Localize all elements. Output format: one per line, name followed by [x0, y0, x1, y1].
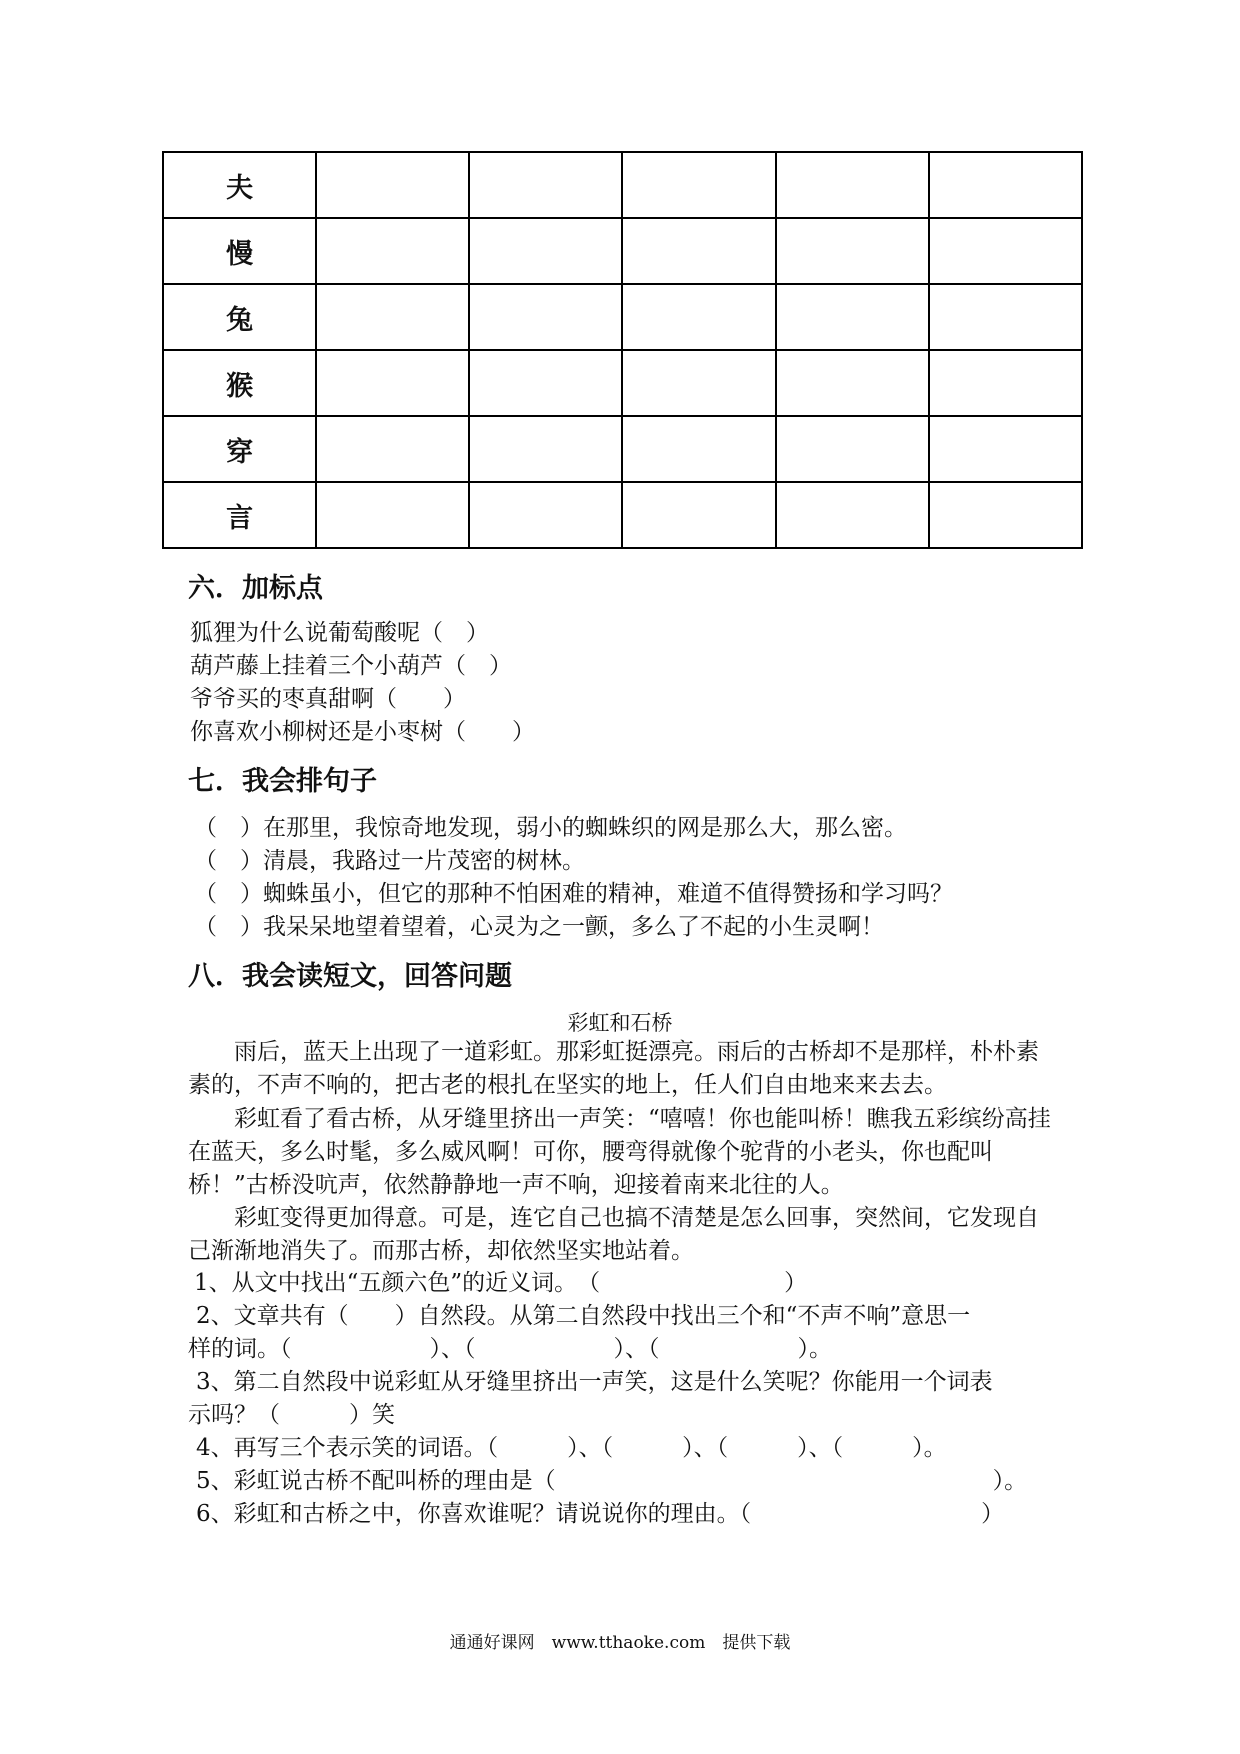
grid-row	[163, 218, 1082, 284]
grid-cell[interactable]	[622, 152, 775, 218]
grid-cell[interactable]	[776, 482, 929, 548]
grid-row	[163, 284, 1082, 350]
grid-cell[interactable]	[929, 218, 1082, 284]
punctuation-item: 狐狸为什么说葡萄酸呢（ ）	[190, 620, 489, 646]
grid-cell[interactable]	[622, 350, 775, 416]
passage-paragraph: 雨后，蓝天上出现了一道彩虹。那彩虹挺漂亮。雨后的古桥却不是那样，朴朴素素的，不声不响的，把古老的根扎在坚实的地上，任人们自由地来来去去。	[188, 1039, 1039, 1098]
grid-cell[interactable]	[469, 152, 622, 218]
grid-cell[interactable]	[469, 416, 622, 482]
grid-row	[163, 416, 1082, 482]
question-4: 4、再写三个表示笑的词语。（ ）、（ ）、（ ）、（ ）。	[196, 1435, 947, 1461]
sentence-order-item: （ ）在那里，我惊奇地发现，弱小的蜘蛛织的网是那么大，那么密。	[194, 815, 907, 841]
question-3-line-2: 示吗？（ ）笑	[188, 1402, 395, 1428]
passage-paragraph: 彩虹变得更加得意。可是，连它自己也搞不清楚是怎么回事，突然间，它发现自己渐渐地消失了。而那古桥，却依然坚实地站着。	[188, 1205, 1039, 1264]
grid-cell[interactable]	[469, 284, 622, 350]
grid-row	[163, 350, 1082, 416]
grid-cell[interactable]	[469, 218, 622, 284]
punctuation-item: 你喜欢小柳树还是小枣树（ ）	[190, 719, 535, 745]
grid-cell[interactable]	[316, 350, 469, 416]
footer-credit: 通通好课网 www.tthaoke.com 提供下载	[449, 1633, 791, 1653]
grid-cell[interactable]	[929, 416, 1082, 482]
grid-cell[interactable]	[929, 350, 1082, 416]
grid-character: 猴	[163, 350, 316, 416]
question-2-line-2: 样的词。（ ）、（ ）、（ ）。	[188, 1336, 832, 1362]
character-grid	[162, 151, 1083, 549]
grid-cell[interactable]	[316, 152, 469, 218]
grid-cell[interactable]	[622, 218, 775, 284]
grid-cell[interactable]	[316, 218, 469, 284]
grid-row	[163, 152, 1082, 218]
sentence-order-item: （ ）清晨，我路过一片茂密的树林。	[194, 848, 585, 874]
grid-character: 言	[163, 482, 316, 548]
question-2-line-1: 2、文章共有（ ）自然段。从第二自然段中找出三个和“不声不响”意思一	[196, 1303, 971, 1329]
question-5: 5、彩虹说古桥不配叫桥的理由是（ ）。	[196, 1468, 1028, 1494]
passage-title: 彩虹和石桥	[567, 1011, 673, 1035]
grid-cell[interactable]	[469, 350, 622, 416]
grid-row	[163, 482, 1082, 548]
grid-cell[interactable]	[776, 416, 929, 482]
grid-cell[interactable]	[622, 482, 775, 548]
question-1: 1、从文中找出“五颜六色”的近义词。 （ ）	[194, 1270, 808, 1296]
grid-cell[interactable]	[776, 152, 929, 218]
grid-cell[interactable]	[316, 482, 469, 548]
section-eight-heading: 八．我会读短文，回答问题	[188, 961, 512, 992]
grid-cell[interactable]	[776, 284, 929, 350]
grid-cell[interactable]	[316, 284, 469, 350]
grid-cell[interactable]	[929, 284, 1082, 350]
grid-cell[interactable]	[776, 218, 929, 284]
question-6: 6、彩虹和古桥之中，你喜欢谁呢？请说说你的理由。（ ）	[196, 1501, 1005, 1527]
grid-cell[interactable]	[776, 350, 929, 416]
grid-cell[interactable]	[622, 284, 775, 350]
grid-cell[interactable]	[316, 416, 469, 482]
grid-cell[interactable]	[469, 482, 622, 548]
question-3-line-1: 3、第二自然段中说彩虹从牙缝里挤出一声笑，这是什么笑呢？你能用一个词表	[196, 1369, 993, 1395]
grid-character: 兔	[163, 284, 316, 350]
passage-paragraph: 彩虹看了看古桥，从牙缝里挤出一声笑：“嘻嘻！你也能叫桥！瞧我五彩缤纷高挂在蓝天，多么时髦，多么威风啊！可你，腰弯得就像个驼背的小老头，你也配叫桥！”古桥没吭声，依然静静地一声不响，迎接着南来北往的人。	[188, 1106, 1051, 1198]
punctuation-item: 爷爷买的枣真甜啊（ ）	[190, 686, 466, 712]
sentence-order-item: （ ）我呆呆地望着望着，心灵为之一颤，多么了不起的小生灵啊！	[194, 914, 884, 940]
punctuation-item: 葫芦藤上挂着三个小葫芦（ ）	[190, 653, 512, 679]
sentence-order-item: （ ）蜘蛛虽小，但它的那种不怕困难的精神，难道不值得赞扬和学习吗？	[194, 881, 953, 907]
section-seven-heading: 七．我会排句子	[188, 766, 377, 797]
grid-cell[interactable]	[622, 416, 775, 482]
grid-character: 穿	[163, 416, 316, 482]
grid-cell[interactable]	[929, 152, 1082, 218]
section-six-heading: 六．加标点	[188, 573, 323, 604]
grid-cell[interactable]	[929, 482, 1082, 548]
grid-character: 慢	[163, 218, 316, 284]
grid-character: 夫	[163, 152, 316, 218]
